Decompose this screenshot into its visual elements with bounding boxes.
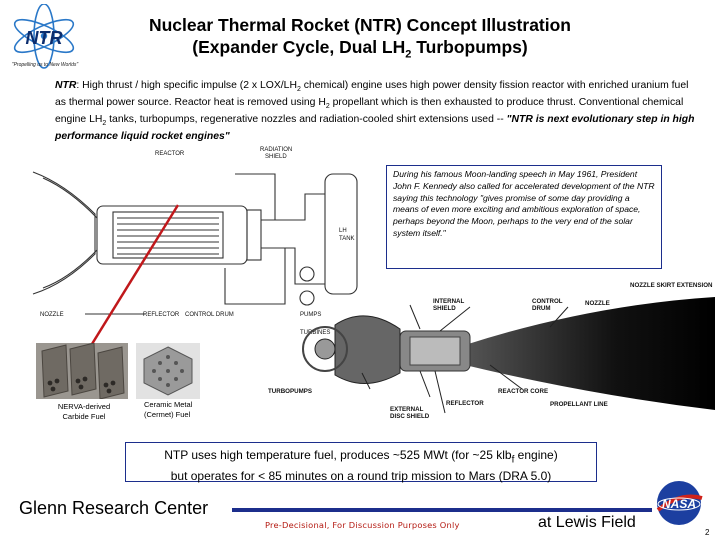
cermet-fuel-photo <box>136 343 200 399</box>
label-turbopumps: TURBOPUMPS <box>268 388 313 395</box>
nerva-fuel-photo <box>36 343 128 399</box>
ntr-engine-cutaway-drawing <box>250 265 720 440</box>
cermet-fuel-caption: Ceramic Metal (Cermet) Fuel <box>144 400 193 419</box>
label-radiation-shield-1: RADIATION <box>260 147 293 153</box>
label-nozzle: NOZZLE <box>40 312 64 318</box>
footer-disclaimer: Pre-Decisional, For Discussion Purposes Only <box>265 520 460 530</box>
label-internal-shield-2: SHIELD <box>433 305 456 312</box>
nerva-fuel-caption: NERVA-derived Carbide Fuel <box>57 402 111 421</box>
page-number: 2 <box>705 528 710 537</box>
label-internal-shield-1: INTERNAL <box>433 298 465 305</box>
footer-lewis-field: at Lewis Field <box>538 514 636 531</box>
label-control-drum: CONTROL DRUM <box>185 312 234 318</box>
nasa-logo <box>650 478 708 528</box>
svg-text:NTR: NTR <box>25 28 63 48</box>
svg-text:NASA: NASA <box>661 497 697 511</box>
label-propellant-line: PROPELLANT LINE <box>550 401 608 408</box>
label-external-shield-2: DISC SHIELD <box>390 413 430 420</box>
kennedy-quote-box <box>386 165 662 269</box>
intro-paragraph: NTR: High thrust / high specific impulse (2 x LOX/$LH_2$ chemical) engine uses high power density fission reactor with enriched uranium fuel as thermal power source. Reactor heat is removed using $H_2$ propellant which is then exhausted to produce thrust. Conventional chemical engine $LH_2$ tanks, turbopumps, regenerative nozzles and radiation-cooled shirt extensions used -- "NTR is next evolutionary step in high performance liquid rocket engines" <box>55 80 695 143</box>
label-control-drum-2: DRUM <box>532 305 551 312</box>
label-reactor-core: REACTOR CORE <box>498 388 549 395</box>
label-lh2: LH <box>339 228 347 234</box>
label-nozzle: NOZZLE <box>585 300 610 307</box>
ntp-summary-box: NTP uses high temperature fuel, produces ~525 MWt (for ~25 klb$_f$ engine) but operates for < 85 minutes on a round trip mission to Mars (DRA 5.0) <box>125 442 597 482</box>
footer-rule <box>232 508 652 512</box>
label-turbines: TURBINES <box>300 330 331 336</box>
slide-title: Nuclear Thermal Rocket (NTR) Concept Illustration (Expander Cycle, Dual $LH_2$ Turbopumps) <box>148 15 571 61</box>
label-radiation-shield-2: SHIELD <box>265 154 287 160</box>
label-reactor: REACTOR <box>155 151 185 157</box>
kennedy-quote: During his famous Moon-landing speech in May 1961, President John F. Kennedy also called for accelerated development of the NTR saying this technology "gives promise of some day providing a means of even more exciting and ambitious exploration of space, perhaps beyond the Moon, perhaps to the very end of the solar system itself." <box>393 169 655 238</box>
label-reflector: REFLECTOR <box>446 400 484 407</box>
label-nozzle-skirt: NOZZLE SKIRT EXTENSION <box>630 282 713 289</box>
label-external-shield-1: EXTERNAL <box>390 406 424 413</box>
logo-tagline: "Propelling us to New Worlds" <box>11 62 79 68</box>
footer-center-name: Glenn Research Center <box>19 498 209 518</box>
label-pumps: PUMPS <box>300 312 322 318</box>
label-reflector: REFLECTOR <box>143 312 180 318</box>
label-control-drum-1: CONTROL <box>532 298 563 305</box>
label-tank: TANK <box>339 236 355 242</box>
